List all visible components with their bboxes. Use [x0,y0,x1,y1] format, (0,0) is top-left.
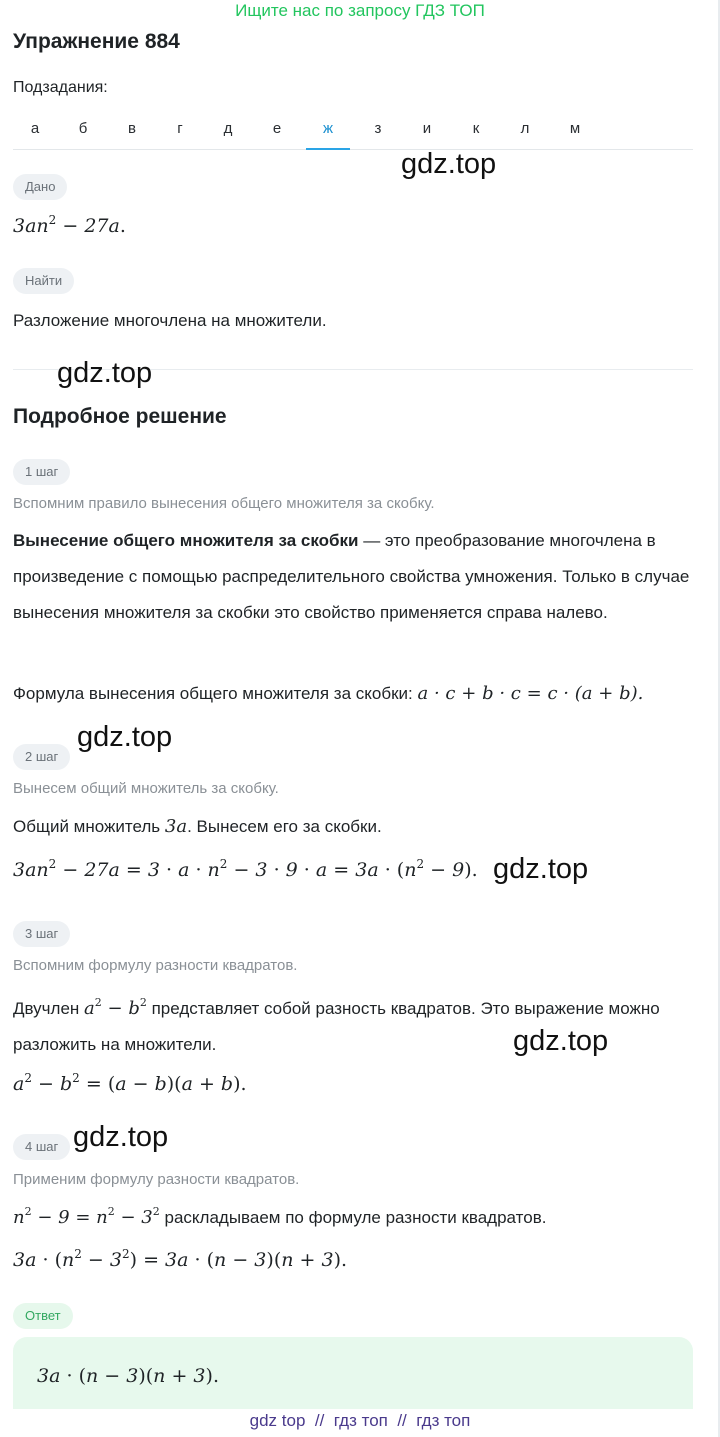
step-4-text-after: раскладываем по формуле разности квадратов. [164,1208,547,1227]
step-2-formula: $3an^2 - 27a = 3 \cdot a \cdot n^2 - 3 \cdot 9 \cdot a = 3a \cdot (n^2 - 9)$. [13,857,478,881]
subtask-tabs [13,112,693,150]
difference-of-squares-formula: $a^2 - b^2 = (a - b)(a + b)$. [13,1071,247,1095]
tab-d[interactable]: д [223,120,233,137]
step-badge [13,744,70,770]
step-2-label: 2 шаг [13,744,70,770]
step-4-expression: $n^2 - 9 = n^2 - 3^2$ [13,1205,160,1228]
top-banner[interactable]: Ищите нас по запросу ГДЗ ТОП [235,1,485,20]
tab-e[interactable]: е [272,120,282,137]
answer-formula: 3a · (n − 3)(n + 3). [37,1365,219,1387]
footer-links[interactable]: gdz top // гдз топ // гдз топ [249,1411,471,1430]
step-3-hint: Вспомним формулу разности квадратов. [13,957,298,974]
tab-v[interactable]: в [128,120,136,137]
watermark: gdz.top [77,721,173,753]
watermark: gdz.top [73,1121,169,1153]
watermark: gdz.top [513,1025,609,1057]
given-label: Дано [13,174,67,200]
step-badge [13,1134,70,1160]
tab-l[interactable]: л [520,120,530,137]
binomial: $a^2 - b^2$ [84,996,147,1019]
find-badge [13,268,74,294]
step-4-hint: Применим формулу разности квадратов. [13,1171,300,1188]
step-2-text-after: . Вынесем его за скобки. [187,817,382,836]
step-3-text-before: Двучлен [13,999,80,1018]
tab-g[interactable]: г [177,120,183,137]
answer-label: Ответ [13,1303,73,1329]
common-factor: 3a [164,816,188,837]
step-4-label: 4 шаг [13,1134,70,1160]
find-label: Найти [13,268,74,294]
answer-badge [13,1303,73,1329]
tab-z[interactable]: з [374,120,382,137]
tab-k[interactable]: к [472,120,480,137]
watermark: gdz.top [493,853,589,885]
step-3-text-after: представляет собой разность квадратов. Это выражение можно разложить на множители. [13,999,660,1054]
tab-i[interactable]: и [422,120,432,137]
definition-term: Вынесение общего множителя за скобки [13,531,359,550]
tab-b[interactable]: б [78,120,88,137]
step-4-formula: $3a \cdot (n^2 - 3^2) = 3a \cdot (n - 3)(n + 3)$. [13,1247,348,1271]
step-1-hint: Вспомним правило вынесения общего множителя за скобку. [13,495,435,512]
tab-a[interactable]: а [30,120,40,137]
watermark: gdz.top [57,357,153,389]
definition-text: — это преобразование многочлена в произведение с помощью распределительного свойства умножения. Только в случае вынесения множителя за скобки это свойство применяется справа налево. [13,531,690,622]
solution-title: Подробное решение [13,405,227,428]
step-4-text [13,1205,546,1228]
watermark: gdz.top [401,148,497,180]
tab-m[interactable]: м [569,120,581,137]
subtasks-label: Подзадания: [13,79,108,96]
step-1-formula-line [13,683,643,704]
formula-intro: Формула вынесения общего множителя за скобки: [13,684,413,703]
given-badge [13,174,67,200]
step-2-text [13,816,382,837]
step-3-label: 3 шаг [13,921,70,947]
distributive-formula: a · c + b · c = c · (a + b). [417,683,644,704]
tab-zh[interactable]: ж [306,112,350,150]
step-badge [13,459,70,485]
given-expression: $3an^2 - 27a$. [13,213,126,237]
find-text: Разложение многочлена на множители. [13,311,327,330]
step-2-text-before: Общий множитель [13,817,161,836]
step-badge [13,921,70,947]
step-2-hint: Вынесем общий множитель за скобку. [13,780,279,797]
step-1-label: 1 шаг [13,459,70,485]
step-1-paragraph [13,523,703,631]
page-title: Упражнение 884 [13,30,180,53]
